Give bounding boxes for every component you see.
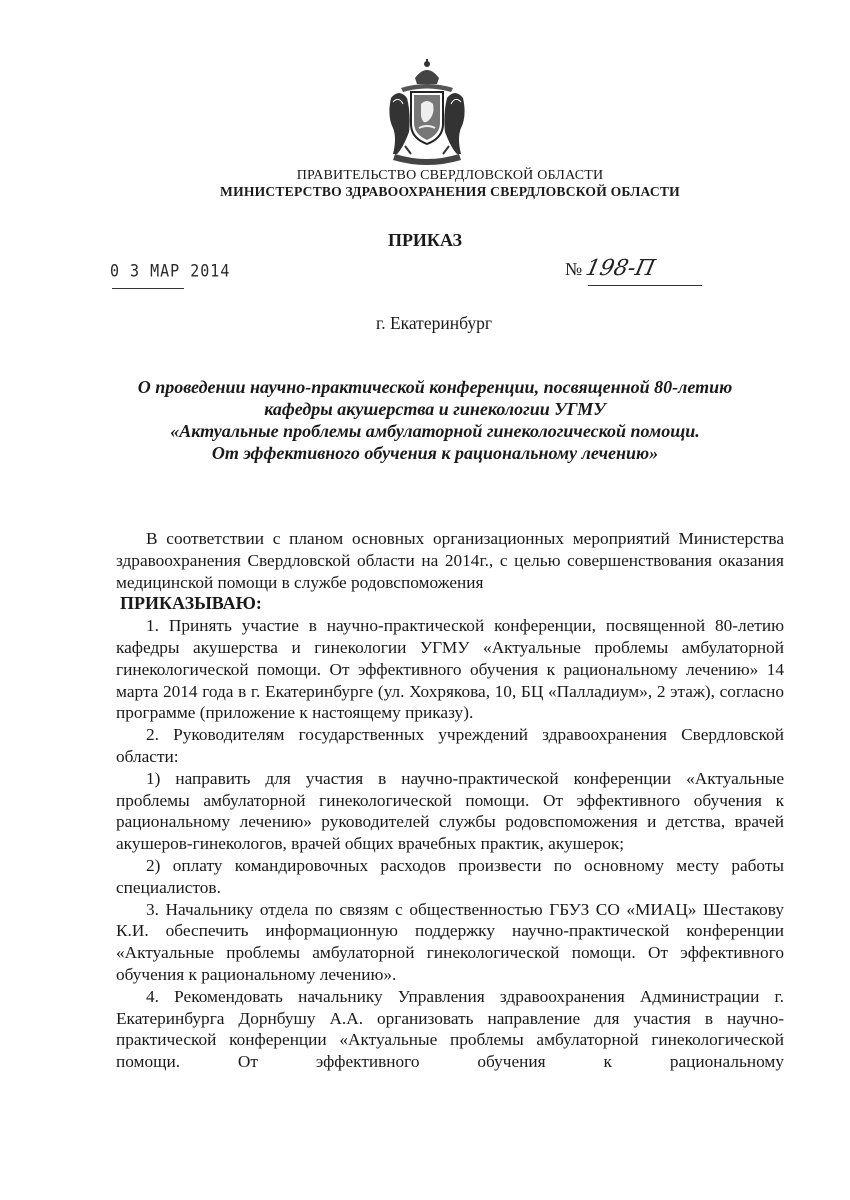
city: г. Екатеринбург [375,313,492,333]
subject-line: «Актуальные проблемы амбулаторной гинекологической помощи. [170,421,700,441]
order-item-2-2: 2) оплату командировочных расходов произвести по основному месту работы специалистов. [116,855,784,897]
subject-line: От эффективного обучения к рациональному лечению» [211,443,659,463]
order-item-2-1: 1) направить для участия в научно-практической конференции «Актуальные проблемы амбулаторной гинекологической помощи. От эффективного обучения к рациональному лечению» руководителей службы родовспоможения и детства, врачей акушеров-гинекологов, врачей общих врачебных практик, акушерок; [116,768,784,854]
number-sign: № [565,259,583,279]
document-title: ПРИКАЗ [387,230,463,250]
order-body [116,528,784,1073]
preamble-paragraph: В соответствии с планом основных организационных мероприятий Министерства здравоохранения Свердловской области на 2014г., с целью совершенствования оказания медицинской помощи в службе родовспоможения [116,529,784,592]
order-item-2: 2. Руководителям государственных учреждений здравоохранения Свердловской области: [116,725,784,766]
date-underline [112,288,184,289]
order-number [565,256,658,281]
order-date-stamp: 0 3 МАР 2014 [110,260,231,282]
order-subject [90,376,780,464]
ministry-name: МИНИСТЕРСТВО ЗДРАВООХРАНЕНИЯ СВЕРДЛОВСКОЙ ОБЛАСТИ [220,184,680,199]
subject-line: О проведении научно-практической конференции, посвященной 80-летию [137,377,733,397]
order-item-4: 4. Рекомендовать начальнику Управления здравоохранения Администрации г. Екатеринбурга Дорнбушу А.А. организовать направление для участия в научно-практической конференции «Актуальные проблемы амбулаторной гинекологической помощи. От эффективного обучения к рациональному [116,986,784,1072]
number-underline [588,285,702,286]
order-directive: ПРИКАЗЫВАЮ: [120,593,262,614]
coat-of-arms-icon [381,58,473,168]
order-item-1: 1. Принять участие в научно-практической конференции, посвященной 80-летию кафедры акушерства и гинекологии УГМУ «Актуальные проблемы амбулаторной гинекологической помощи. От эффективного обучения к рациональному лечению» 14 марта 2014 года в г. Екатеринбурге (ул. Хохрякова, 10, БЦ «Палладиум», 2 этаж), согласно программе (приложение к настоящему приказу). [116,616,784,723]
order-item-3: 3. Начальнику отдела по связям с общественностью ГБУЗ СО «МИАЦ» Шестакову К.И. обеспечить информационную поддержку научно-практической конференции «Актуальные проблемы амбулаторной гинекологической помощи. От эффективного обучения к рациональному лечению». [116,899,784,984]
subject-line: кафедры акушерства и гинекологии УГМУ [264,399,606,419]
government-name: ПРАВИТЕЛЬСТВО СВЕРДЛОВСКОЙ ОБЛАСТИ [296,168,604,183]
handwritten-number: 198-П [583,256,658,281]
